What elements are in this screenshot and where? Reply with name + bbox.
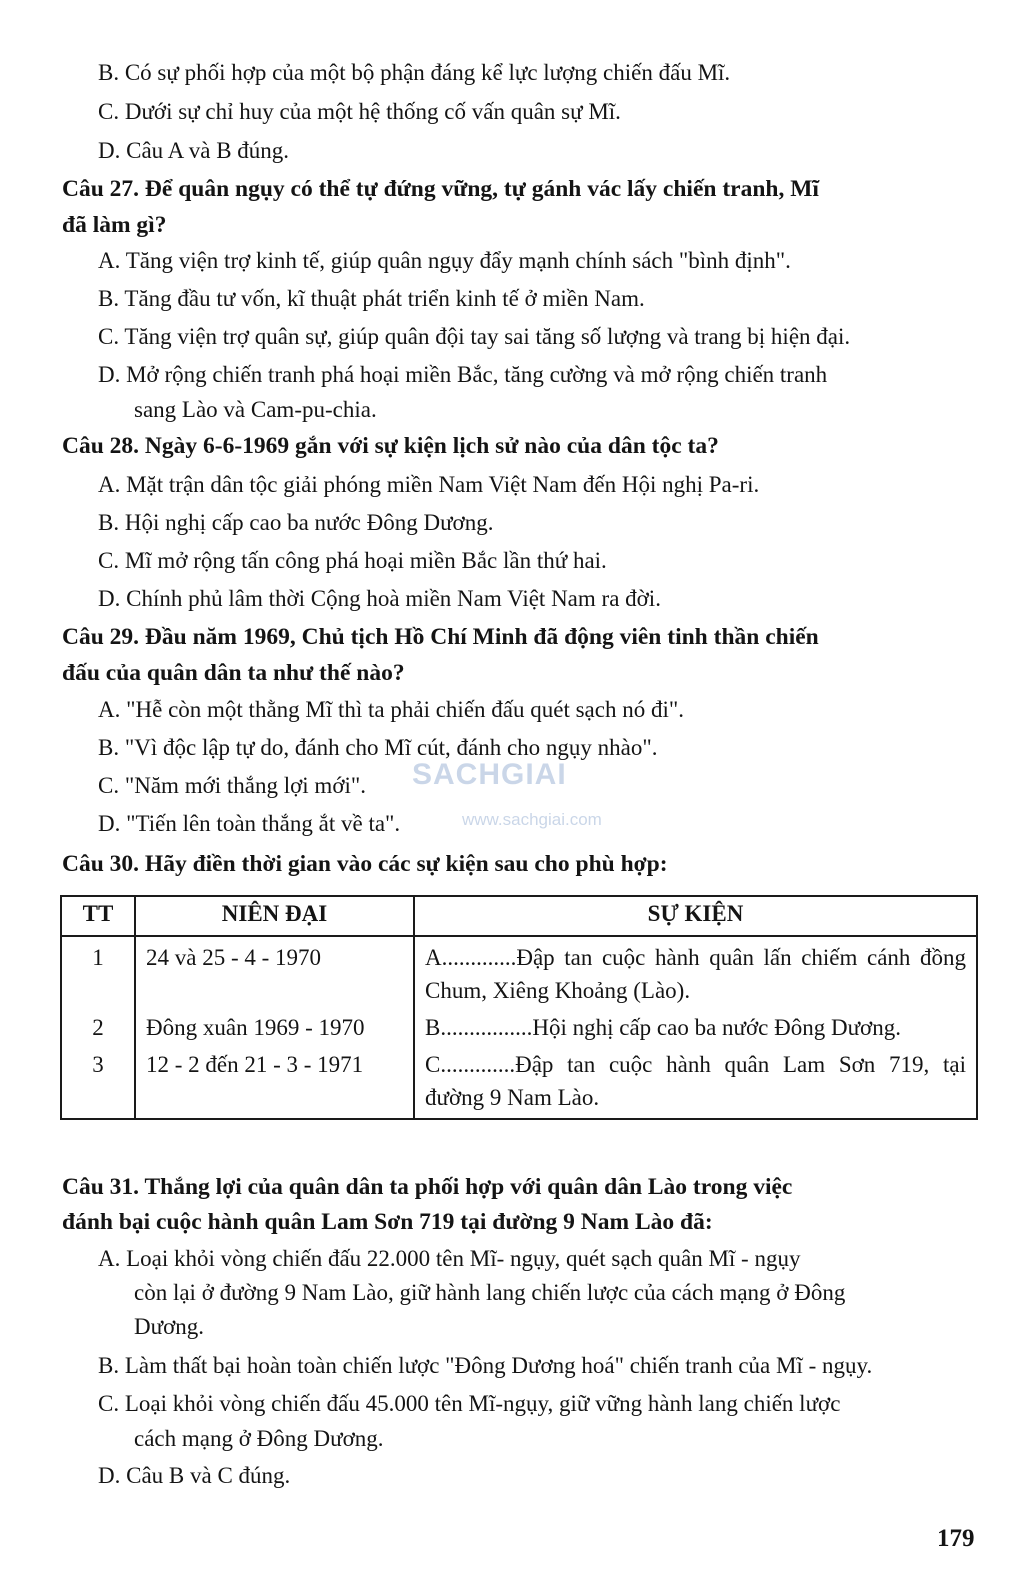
table-row bbox=[61, 1007, 977, 1044]
question-31-line-2: đánh bại cuộc hành quân Lam Sơn 719 tại đường 9 Nam Lào đã: bbox=[62, 1209, 713, 1235]
option-27c: C. Tăng viện trợ quân sự, giúp quân đội tay sai tăng số lượng và trang bị hiện đại. bbox=[98, 324, 851, 349]
row-tt: 3 bbox=[61, 1044, 135, 1119]
table-header-row bbox=[61, 896, 977, 936]
option-29a: A. "Hễ còn một thằng Mĩ thì ta phải chiến đấu quét sạch nó đi". bbox=[98, 697, 684, 722]
sachgiai-watermark bbox=[412, 752, 612, 842]
row-event: B................Hội nghị cấp cao ba nước Đông Dương. bbox=[414, 1007, 977, 1044]
question-27-line-2: đã làm gì? bbox=[62, 212, 167, 238]
option-29d: D. "Tiến lên toàn thắng ắt về ta". bbox=[98, 811, 401, 836]
option-27a: A. Tăng viện trợ kinh tế, giúp quân ngụy đẩy mạnh chính sách "bình định". bbox=[98, 248, 791, 273]
question-31-line-1: Câu 31. Thắng lợi của quân dân ta phối hợp với quân dân Lào trong việc bbox=[62, 1174, 793, 1200]
question-29-line-2: đấu của quân dân ta như thế nào? bbox=[62, 660, 405, 686]
watermark-url: www.sachgiai.com bbox=[462, 810, 602, 829]
option-31d: D. Câu B và C đúng. bbox=[98, 1463, 291, 1488]
option-27d-line-1: D. Mở rộng chiến tranh phá hoại miền Bắc, tăng cường và mở rộng chiến tranh bbox=[98, 362, 828, 387]
header-nien-dai: NIÊN ĐẠI bbox=[135, 896, 414, 936]
option-31a-line-3: Dương. bbox=[134, 1314, 204, 1339]
option-29c: C. "Năm mới thắng lợi mới". bbox=[98, 773, 367, 798]
question-30: Câu 30. Hãy điền thời gian vào các sự kiện sau cho phù hợp: bbox=[62, 851, 668, 877]
option-28d: D. Chính phủ lâm thời Cộng hoà miền Nam Việt Nam ra đời. bbox=[98, 586, 661, 611]
row-event: A.............Đập tan cuộc hành quân lấn chiếm cánh đồng Chum, Xiêng Khoảng (Lào). bbox=[414, 936, 977, 1007]
option-28c: C. Mĩ mở rộng tấn công phá hoại miền Bắc lần thứ hai. bbox=[98, 548, 607, 573]
events-table bbox=[60, 895, 978, 1120]
row-tt: 2 bbox=[61, 1007, 135, 1044]
row-date: Đông xuân 1969 - 1970 bbox=[135, 1007, 414, 1044]
table-row bbox=[61, 1044, 977, 1119]
row-event: C.............Đập tan cuộc hành quân Lam Sơn 719, tại đường 9 Nam Lào. bbox=[414, 1044, 977, 1119]
option-31c-line-1: C. Loại khỏi vòng chiến đấu 45.000 tên Mĩ-ngụy, giữ vững hành lang chiến lược bbox=[98, 1391, 841, 1416]
watermark-brand: SACHGIAI bbox=[412, 758, 567, 791]
option-28a: A. Mặt trận dân tộc giải phóng miền Nam Việt Nam đến Hội nghị Pa-ri. bbox=[98, 472, 760, 497]
table-row bbox=[61, 936, 977, 1007]
row-tt: 1 bbox=[61, 936, 135, 1007]
question-27-line-1: Câu 27. Để quân ngụy có thể tự đứng vững, tự gánh vác lấy chiến tranh, Mĩ bbox=[62, 176, 819, 202]
option-26c: C. Dưới sự chỉ huy của một hệ thống cố vấn quân sự Mĩ. bbox=[98, 99, 621, 124]
option-31c-line-2: cách mạng ở Đông Dương. bbox=[134, 1426, 384, 1451]
option-26b: B. Có sự phối hợp của một bộ phận đáng kể lực lượng chiến đấu Mĩ. bbox=[98, 60, 731, 85]
option-31a-line-2: còn lại ở đường 9 Nam Lào, giữ hành lang chiến lược của cách mạng ở Đông bbox=[134, 1280, 846, 1305]
question-28: Câu 28. Ngày 6-6-1969 gắn với sự kiện lịch sử nào của dân tộc ta? bbox=[62, 433, 719, 459]
page-number: 179 bbox=[937, 1525, 975, 1552]
option-27b: B. Tăng đầu tư vốn, kĩ thuật phát triển kinh tế ở miền Nam. bbox=[98, 286, 645, 311]
row-date: 24 và 25 - 4 - 1970 bbox=[135, 936, 414, 1007]
question-29-line-1: Câu 29. Đầu năm 1969, Chủ tịch Hồ Chí Minh đã động viên tinh thần chiến bbox=[62, 624, 819, 650]
option-28b: B. Hội nghị cấp cao ba nước Đông Dương. bbox=[98, 510, 494, 535]
option-29b: B. "Vì độc lập tự do, đánh cho Mĩ cút, đánh cho ngụy nhào". bbox=[98, 735, 658, 760]
row-date: 12 - 2 đến 21 - 3 - 1971 bbox=[135, 1044, 414, 1119]
option-27d-line-2: sang Lào và Cam-pu-chia. bbox=[134, 397, 377, 422]
option-26d: D. Câu A và B đúng. bbox=[98, 138, 290, 163]
header-tt: TT bbox=[61, 896, 135, 936]
header-su-kien: SỰ KIỆN bbox=[414, 896, 977, 936]
option-31b: B. Làm thất bại hoàn toàn chiến lược "Đông Dương hoá" chiến tranh của Mĩ - ngụy. bbox=[98, 1353, 873, 1378]
option-31a-line-1: A. Loại khỏi vòng chiến đấu 22.000 tên Mĩ- ngụy, quét sạch quân Mĩ - ngụy bbox=[98, 1246, 801, 1271]
